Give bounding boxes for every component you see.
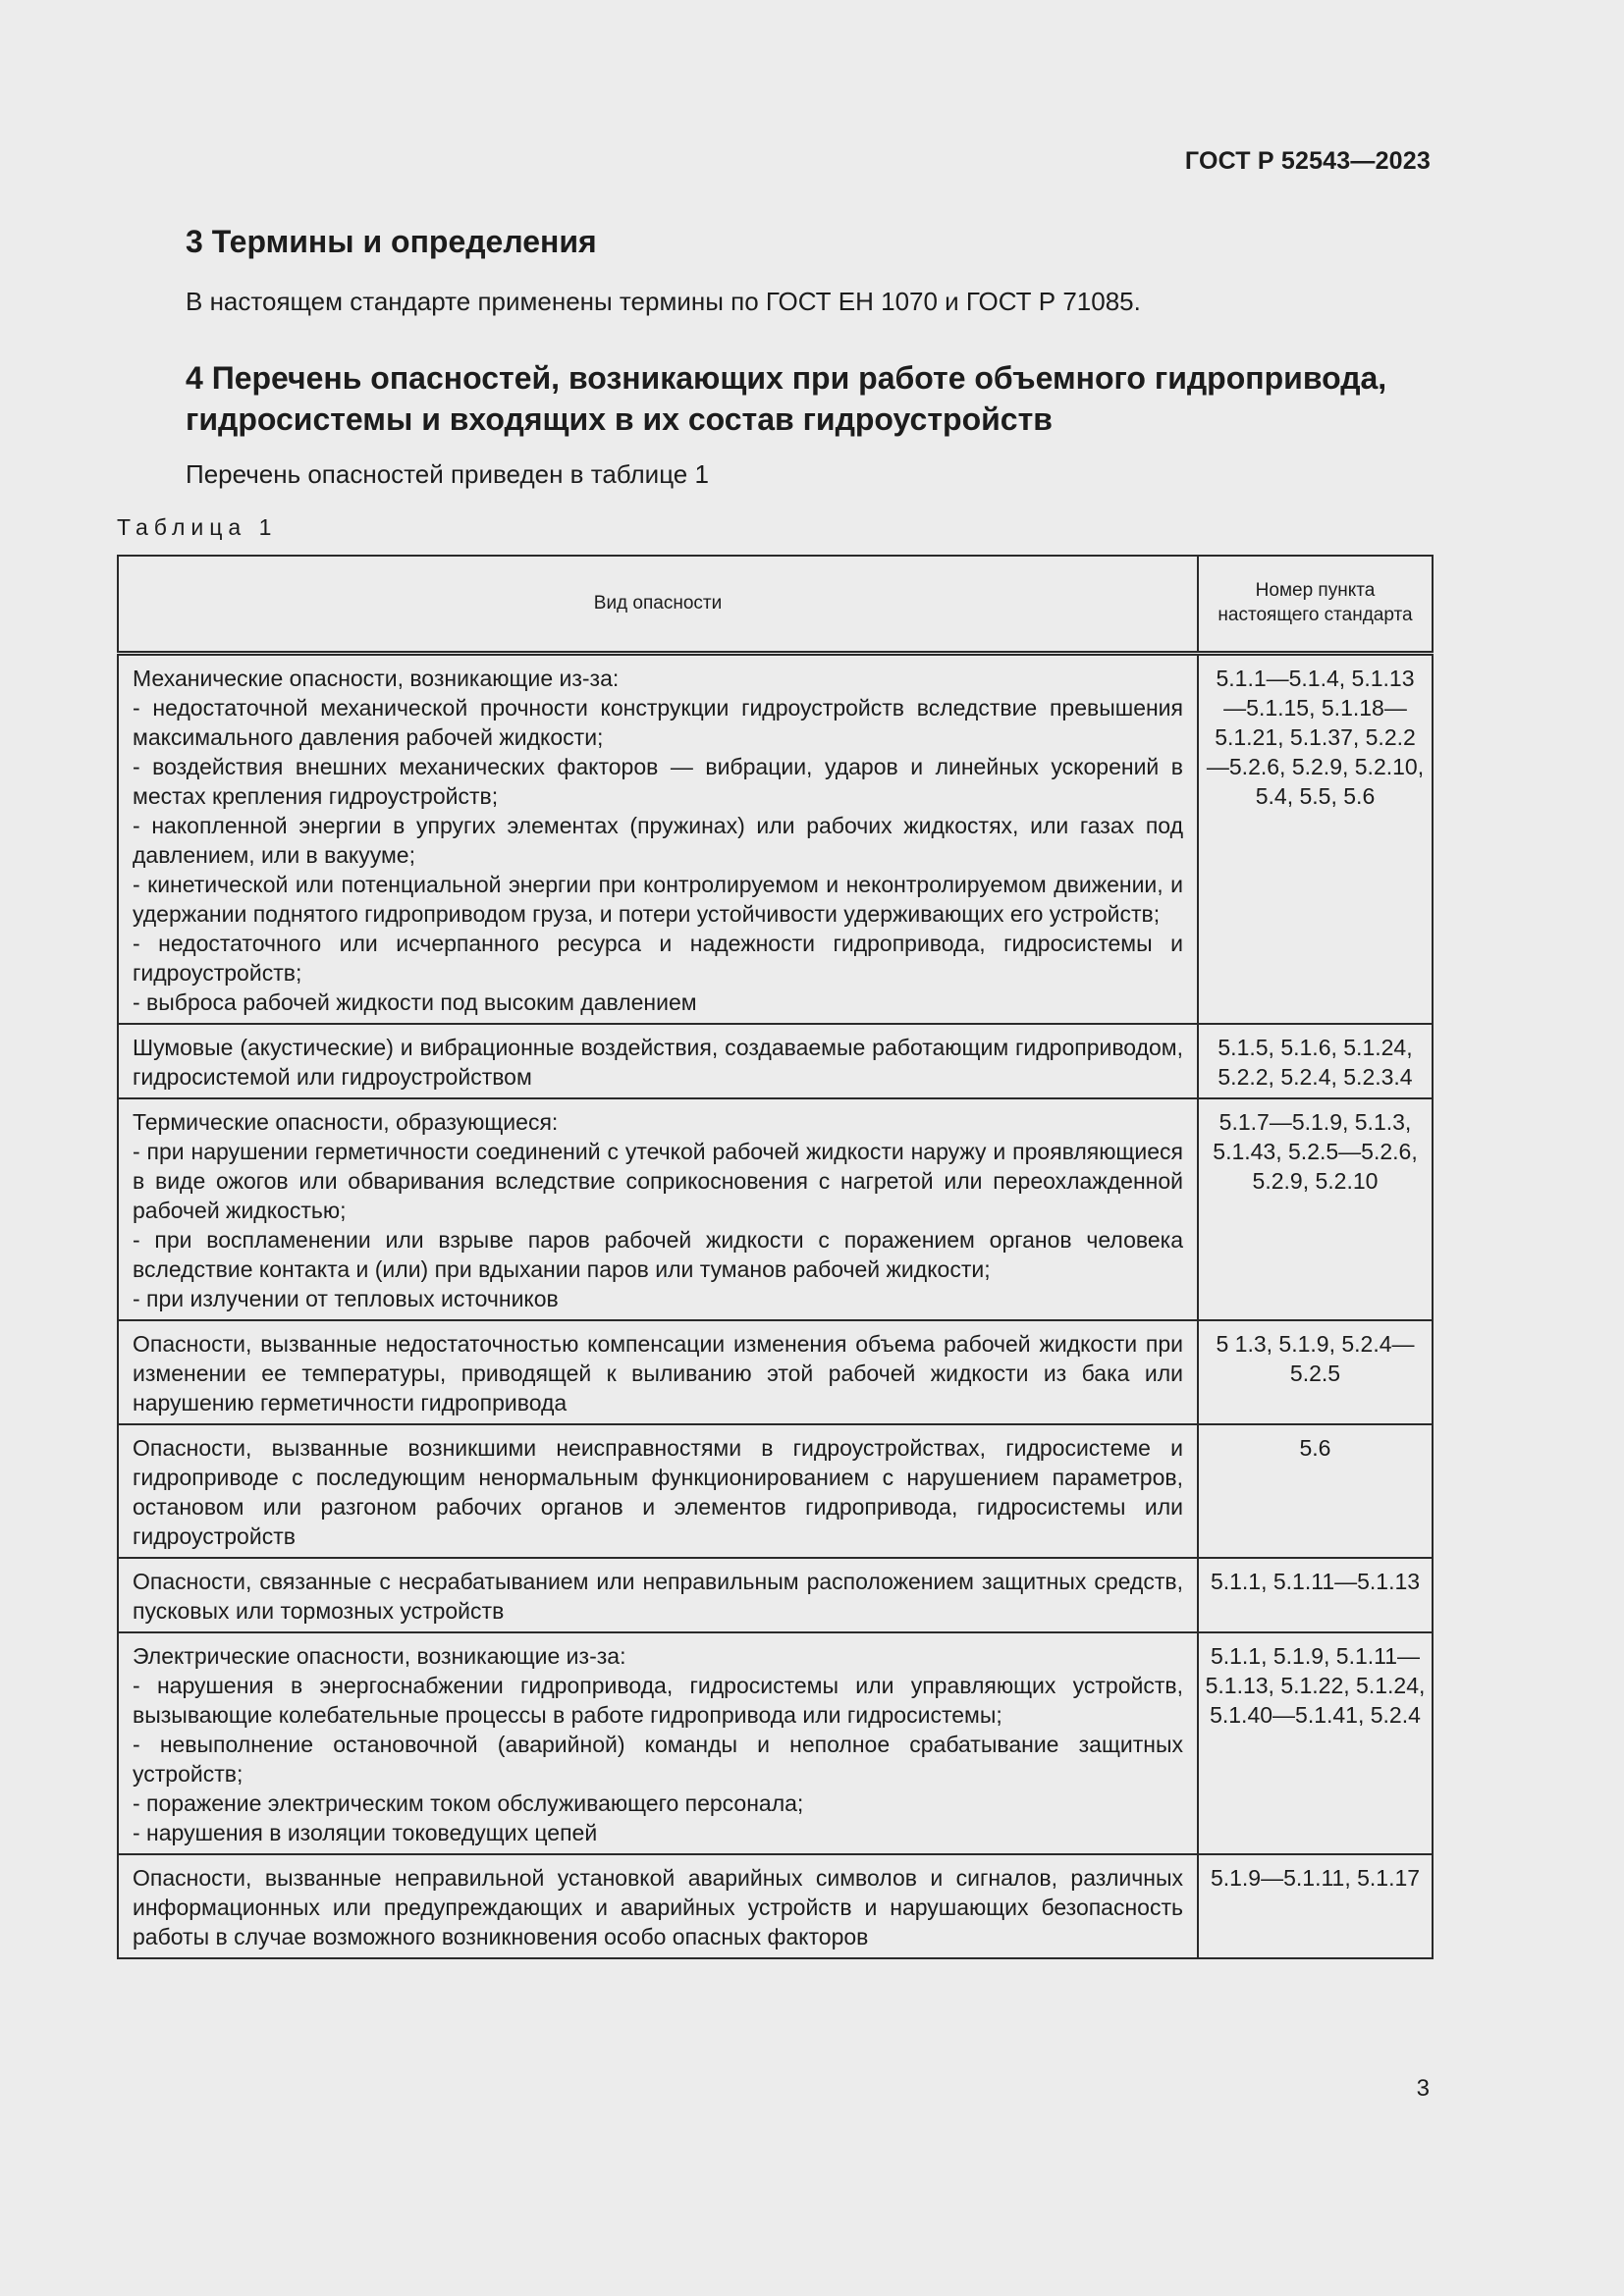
table-row — [118, 1632, 1433, 1854]
hazard-item: - кинетической или потенциальной энергии при контролируемом и неконтролируемом движении, и удержании поднятого гидроприводом груза, и потери устойчивости удерживающих его устройств; — [133, 872, 1183, 927]
section-4-text: Перечень опасностей приведен в таблице 1 — [186, 459, 709, 489]
hazard-cell — [118, 1558, 1198, 1632]
hazard-cell — [118, 1098, 1198, 1320]
hazard-item: - нарушения в изоляции токоведущих цепей — [133, 1820, 598, 1845]
table-row — [118, 1320, 1433, 1424]
hazard-item: - при излучении от тепловых источников — [133, 1286, 559, 1311]
hazard-item: - выброса рабочей жидкости под высоким давлением — [133, 989, 697, 1015]
clause-ref-cell: 5 1.3, 5.1.9, 5.2.4—5.2.5 — [1198, 1320, 1433, 1424]
document-id: ГОСТ Р 52543—2023 — [1184, 147, 1431, 175]
hazard-heading: Опасности, связанные с несрабатыванием или неправильным расположением защитных средств, пусковых или тормозных устройств — [133, 1569, 1183, 1624]
hazard-item: - воздействия внешних механических факторов — вибрации, ударов и линейных ускорений в местах крепления гидроустройств; — [133, 754, 1183, 809]
table-body — [118, 654, 1433, 1959]
hazard-heading: Электрические опасности, возникающие из-за: — [133, 1643, 626, 1669]
hazard-item: - поражение электрическим током обслуживающего персонала; — [133, 1790, 804, 1816]
table-row — [118, 1024, 1433, 1098]
column-header-hazard: Вид опасности — [118, 556, 1198, 654]
table-row — [118, 1558, 1433, 1632]
table-row — [118, 1098, 1433, 1320]
hazard-item: - накопленной энергии в упругих элементах (пружинах) или рабочих жидкостях, или газах под давлением, или в вакууме; — [133, 813, 1183, 868]
hazard-item: - недостаточной механической прочности конструкции гидроустройств вследствие превышения максимального давления рабочей жидкости; — [133, 695, 1183, 750]
table-header-row — [118, 556, 1433, 654]
table-caption: Таблица 1 — [117, 514, 278, 540]
hazard-heading: Опасности, вызванные неправильной установкой аварийных символов и сигналов, различных информационных или предупреждающих и аварийных устройств и нарушающих безопасность работы в случае возможного возникновения особо опасных факторов — [133, 1865, 1183, 1949]
section-3-text: В настоящем стандарте применены термины по ГОСТ ЕН 1070 и ГОСТ Р 71085. — [186, 287, 1141, 316]
clause-ref-cell: 5.1.1, 5.1.11—5.1.13 — [1198, 1558, 1433, 1632]
hazard-cell — [118, 1854, 1198, 1958]
clause-ref-cell: 5.1.5, 5.1.6, 5.1.24, 5.2.2, 5.2.4, 5.2.3.4 — [1198, 1024, 1433, 1098]
clause-ref-cell: 5.1.1, 5.1.9, 5.1.11—5.1.13, 5.1.22, 5.1.24, 5.1.40—5.1.41, 5.2.4 — [1198, 1632, 1433, 1854]
hazard-cell — [118, 1632, 1198, 1854]
hazard-item: - при нарушении герметичности соединений с утечкой рабочей жидкости наружу и проявляющиеся в виде ожогов или обваривания вследствие соприкосновения с нагретой или переохлажденной рабочей жидкостью; — [133, 1139, 1183, 1223]
clause-ref-cell: 5.6 — [1198, 1424, 1433, 1558]
hazard-cell — [118, 654, 1198, 1025]
column-header-ref: Номер пункта настоящего стандарта — [1198, 556, 1433, 654]
section-3-title: 3 Термины и определения — [186, 224, 597, 259]
hazard-item: - при воспламенении или взрыве паров рабочей жидкости с поражением органов человека вследствие контакта и (или) при вдыхании паров или туманов рабочей жидкости; — [133, 1227, 1183, 1282]
page-number: 3 — [1416, 2075, 1430, 2102]
hazard-cell — [118, 1424, 1198, 1558]
table-row — [118, 1424, 1433, 1558]
clause-ref-cell: 5.1.7—5.1.9, 5.1.3, 5.1.43, 5.2.5—5.2.6, 5.2.9, 5.2.10 — [1198, 1098, 1433, 1320]
hazard-heading: Механические опасности, возникающие из-за: — [133, 666, 620, 691]
hazard-heading: Опасности, вызванные недостаточностью компенсации изменения объема рабочей жидкости при изменении ее температуры, приводящей к выливанию этой рабочей жидкости из бака или нарушению герметичности гидропривода — [133, 1331, 1183, 1415]
hazard-cell — [118, 1024, 1198, 1098]
table-row — [118, 1854, 1433, 1958]
hazard-item: - нарушения в энергоснабжении гидропривода, гидросистемы или управляющих устройств, вызывающие колебательные процессы в работе гидропривода или гидросистемы; — [133, 1673, 1183, 1728]
hazards-table — [117, 555, 1434, 1959]
hazard-cell — [118, 1320, 1198, 1424]
hazard-item: - невыполнение остановочной (аварийной) команды и неполное срабатывание защитных устройств; — [133, 1732, 1183, 1787]
hazard-heading: Термические опасности, образующиеся: — [133, 1109, 559, 1135]
hazard-item: - недостаточного или исчерпанного ресурса и надежности гидропривода, гидросистемы и гидроустройств; — [133, 931, 1183, 986]
hazard-heading: Шумовые (акустические) и вибрационные воздействия, создаваемые работающим гидроприводом, гидросистемой или гидроустройством — [133, 1035, 1183, 1090]
clause-ref-cell: 5.1.1—5.1.4, 5.1.13—5.1.15, 5.1.18—5.1.21, 5.1.37, 5.2.2—5.2.6, 5.2.9, 5.2.10, 5.4, 5.5, 5.6 — [1198, 654, 1433, 1025]
table-row — [118, 654, 1433, 1025]
hazard-heading: Опасности, вызванные возникшими неисправностями в гидроустройствах, гидросистеме и гидроприводе с последующим ненормальным функционированием с нарушением параметров, остановом или разгоном рабочих органов и элементов гидропривода, гидросистемы или гидроустройств — [133, 1435, 1183, 1549]
section-4-title: 4 Перечень опасностей, возникающих при работе объемного гидропривода, гидросистемы и входящих в их состав гидроустройств — [186, 360, 1387, 437]
clause-ref-cell: 5.1.9—5.1.11, 5.1.17 — [1198, 1854, 1433, 1958]
